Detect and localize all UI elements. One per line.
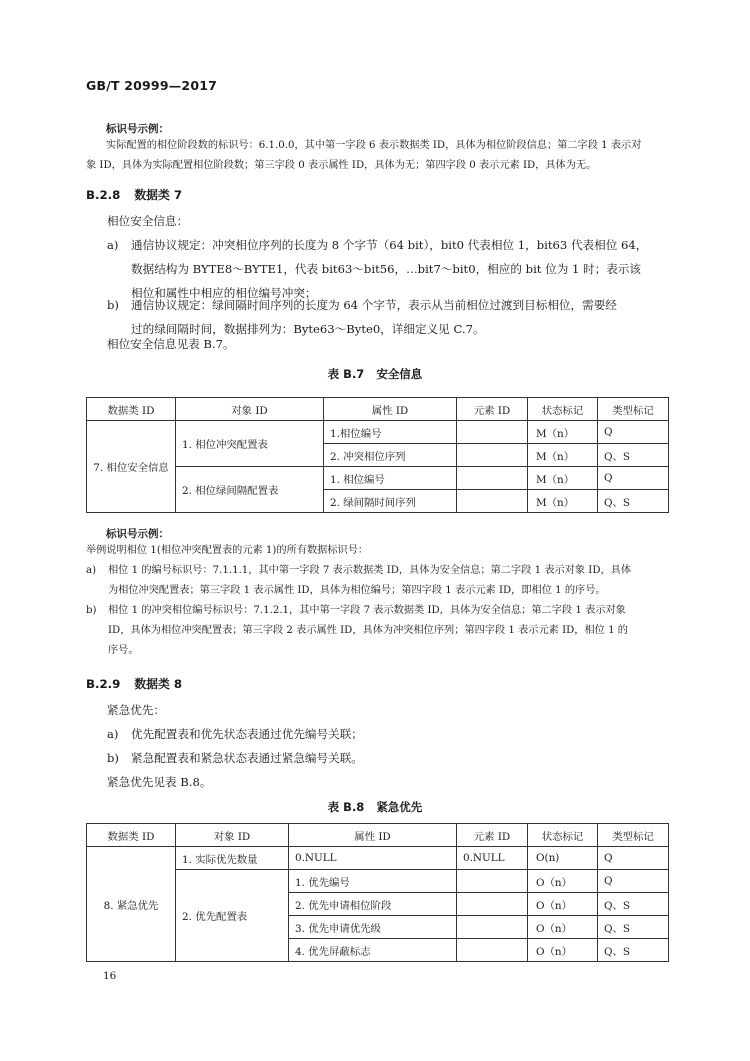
column-header: 状态标记 — [528, 824, 598, 847]
example-label: 标识号示例： — [106, 528, 169, 540]
attribute-cell: 3. 优先申请优先级 — [289, 916, 457, 939]
list-item — [86, 561, 686, 601]
data-class-cell: 7. 相位安全信息 — [87, 421, 176, 513]
caption-number: 表 B.7 — [327, 367, 365, 381]
section-outro: 相位安全信息见表 B.7。 — [107, 337, 235, 351]
section-title: 数据类 8 — [134, 677, 183, 691]
column-header: 元素 ID — [457, 824, 528, 847]
list-item — [107, 722, 677, 746]
attribute-cell: 4. 优先屏蔽标志 — [289, 939, 457, 962]
status-cell: M（n） — [528, 467, 598, 490]
text-line: 通信协议规定：绿间隔时间序列的长度为 64 个字节，表示从当前相位过渡到目标相位，需要经 — [131, 298, 617, 312]
page-number: 16 — [103, 970, 117, 982]
example-intro: 举例说明相位 1(相位冲突配置表的元素 1)的所有数据标识号： — [86, 545, 369, 556]
section-title: 数据类 7 — [134, 188, 183, 202]
column-header: 对象 ID — [176, 398, 324, 421]
top-example-text — [86, 136, 686, 176]
element-cell — [457, 467, 528, 490]
type-cell: Q — [598, 421, 669, 444]
column-header: 类型标记 — [598, 824, 669, 847]
column-header: 数据类 ID — [87, 398, 176, 421]
standard-header: GB/T 20999—2017 — [86, 78, 218, 93]
text-line: 为相位冲突配置表；第三字段 1 表示属性 ID，具体为相位编号；第四字段 1 表示元素 ID，即相位 1 的序号。 — [108, 585, 606, 596]
caption-title: 安全信息 — [376, 367, 423, 381]
object-cell: 1. 相位冲突配置表 — [176, 421, 324, 467]
type-cell: Q — [598, 847, 669, 870]
text-line: 相位 1 的冲突相位编号标识号：7.1.2.1，其中第一字段 7 表示数据类 ID，具体为安全信息；第二字段 1 表示对象 — [108, 605, 626, 616]
text-line: ID，具体为相位冲突配置表；第三字段 2 表示属性 ID，具体为冲突相位序列；第四字段 1 表示元素 ID，相位 1 的 — [108, 625, 628, 636]
text-line: 相位和属性中相应的相位编号冲突； — [131, 286, 317, 300]
object-cell: 2. 相位绿间隔配置表 — [176, 467, 324, 513]
table-caption-b7 — [0, 366, 750, 382]
element-cell: 0.NULL — [457, 847, 528, 870]
list-marker: a) — [107, 727, 119, 741]
object-cell: 1. 实际优先数量 — [176, 847, 289, 870]
type-cell: Q、S — [598, 939, 669, 962]
column-header: 元素 ID — [457, 398, 528, 421]
text-line: 过的绿间隔时间，数据排列为：Byte63～Byte0，详细定义见 C.7。 — [131, 322, 485, 336]
status-cell: O（n） — [528, 916, 598, 939]
column-header: 类型标记 — [598, 398, 669, 421]
attribute-cell: 1. 相位编号 — [324, 467, 457, 490]
list-text: 紧急配置表和紧急状态表通过紧急编号关联。 — [131, 751, 363, 765]
table-caption-b8 — [0, 799, 750, 815]
section-outro: 紧急优先见表 B.8。 — [107, 775, 212, 789]
list-item — [107, 746, 677, 770]
status-cell: O（n） — [528, 893, 598, 916]
status-cell: M（n） — [528, 421, 598, 444]
text-line: 序号。 — [108, 645, 139, 656]
element-cell — [457, 939, 528, 962]
caption-number: 表 B.8 — [327, 800, 365, 814]
type-cell: Q、S — [598, 444, 669, 467]
attribute-cell: 2. 冲突相位序列 — [324, 444, 457, 467]
list-marker: b) — [107, 298, 119, 312]
attribute-cell: 2. 优先申请相位阶段 — [289, 893, 457, 916]
section-intro: 相位安全信息： — [107, 214, 189, 228]
section-number: B.2.9 — [86, 677, 121, 691]
text-line: 相位 1 的编号标识号：7.1.1.1，其中第一字段 7 表示数据类 ID，具体为安全信息；第二字段 1 表示对象 ID，具体 — [108, 565, 632, 576]
example-label: 标识号示例： — [106, 123, 169, 135]
text-line: 象 ID，具体为实际配置相位阶段数；第三字段 0 表示属性 ID，具体为无；第四字段 0 表示元素 ID，具体为无。 — [86, 160, 597, 171]
status-cell: M（n） — [528, 444, 598, 467]
section-number: B.2.8 — [86, 188, 121, 202]
object-cell: 2. 优先配置表 — [176, 870, 289, 962]
column-header: 属性 ID — [289, 824, 457, 847]
element-cell — [457, 893, 528, 916]
text-line: 通信协议规定：冲突相位序列的长度为 8 个字节（64 bit），bit0 代表相位 1，bit63 代表相位 64， — [131, 238, 648, 252]
caption-title: 紧急优先 — [376, 800, 423, 814]
element-cell — [457, 490, 528, 513]
table-b8 — [86, 823, 669, 962]
type-cell: Q、S — [598, 490, 669, 513]
element-cell — [457, 444, 528, 467]
table-row — [87, 421, 669, 444]
table-b7 — [86, 397, 669, 513]
attribute-cell: 1. 优先编号 — [289, 870, 457, 893]
list-marker: a) — [107, 238, 119, 252]
status-cell: M（n） — [528, 490, 598, 513]
list-text: 优先配置表和优先状态表通过优先编号关联； — [131, 727, 363, 741]
attribute-cell: 0.NULL — [289, 847, 457, 870]
status-cell: O（n） — [528, 870, 598, 893]
column-header: 数据类 ID — [87, 824, 176, 847]
table-header-row — [87, 398, 669, 421]
section-intro: 紧急优先： — [107, 703, 165, 717]
column-header: 状态标记 — [528, 398, 598, 421]
table-row — [87, 847, 669, 870]
list-marker: b) — [86, 605, 97, 616]
section-heading-b29 — [86, 675, 182, 692]
column-header: 属性 ID — [324, 398, 457, 421]
status-cell: O(n) — [528, 847, 598, 870]
data-class-cell: 8. 紧急优先 — [87, 847, 176, 962]
status-cell: O（n） — [528, 939, 598, 962]
type-cell: Q、S — [598, 916, 669, 939]
type-cell: Q — [598, 467, 669, 490]
section-heading-b28 — [86, 186, 182, 203]
attribute-cell: 2. 绿间隔时间序列 — [324, 490, 457, 513]
list-marker: a) — [86, 565, 97, 576]
column-header: 对象 ID — [176, 824, 289, 847]
list-item — [86, 601, 686, 661]
element-cell — [457, 916, 528, 939]
text-line: 数据结构为 BYTE8～BYTE1，代表 bit63～bit56，…bit7～bit0，相应的 bit 位为 1 时；表示该 — [131, 262, 642, 276]
element-cell — [457, 870, 528, 893]
element-cell — [457, 421, 528, 444]
attribute-cell: 1.相位编号 — [324, 421, 457, 444]
type-cell: Q — [598, 870, 669, 893]
table-header-row — [87, 824, 669, 847]
type-cell: Q、S — [598, 893, 669, 916]
text-line: 实际配置的相位阶段数的标识号：6.1.0.0，其中第一字段 6 表示数据类 ID，具体为相位阶段信息；第二字段 1 表示对 — [106, 140, 642, 151]
list-marker: b) — [107, 751, 119, 765]
